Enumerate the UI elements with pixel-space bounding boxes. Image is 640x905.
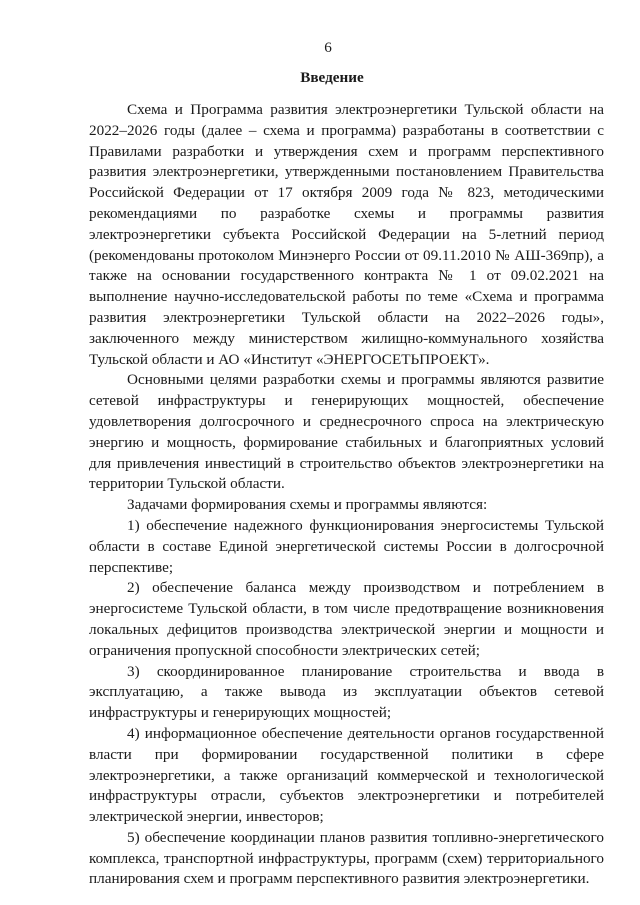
paragraph-goals: Основными целями разработки схемы и программы являются развитие сетевой инфраструктуры и генерирующих мощностей, обеспечение удовлетворения долгосрочного и среднесрочного спроса на электрическую энергию и мощность, формирование стабильных и благоприятных условий для привлечения инвестиций в строительство объектов электроэнергетики на территории Тульской области. (89, 371, 604, 493)
list-item-task-3: 3) скоординированное планирование строительства и ввода в эксплуатацию, а также вывода из эксплуатации объектов сетевой инфраструктуры и генерирующих мощностей; (89, 662, 604, 722)
list-item-task-5: 5) обеспечение координации планов развития топливно-энергетического комплекса, транспортной инфраструктуры, программ (схем) территориального планирования схем и программ перспективного развития электроэнергетики. (89, 828, 604, 888)
paragraph-tasks-lead: Задачами формирования схемы и программы являются: (127, 496, 488, 514)
section-heading: Введение (300, 69, 364, 86)
list-item-task-4: 4) информационное обеспечение деятельности органов государственной власти при формировании государственной политики в сфере электроэнергетики, а также организаций коммерческой и технологической инфраструктуры отрасли, субъектов электроэнергетики и потребителей электрической энергии, инвесторов; (89, 724, 604, 826)
list-item-task-2: 2) обеспечение баланса между производством и потреблением в энергосистеме Тульской области, в том числе предотвращение возникновения локальных дефицитов производства электрической энергии и мощности и ограничения пропускной способности электрических сетей; (89, 579, 604, 659)
body-text (89, 100, 604, 890)
list-item-task-1: 1) обеспечение надежного функционирования энергосистемы Тульской области в составе Единой энергетической системы России в долгосрочной перспективе; (89, 516, 604, 576)
paragraph-intro: Схема и Программа развития электроэнергетики Тульской области на 2022–2026 годы (далее – схема и программа) разработаны в соответствии с Правилами разработки и утверждения схем и программ перспективного развития электроэнергетики, утвержденными постановлением Правительства Российской Федерации от 17 октября 2009 года № 823, методическими рекомендациями по разработке схемы и программы развития электроэнергетики субъекта Российской Федерации на 5-летний период (рекомендованы протоколом Минэнерго России от 09.11.2010 № АШ-369пр), а также на основании государственного контракта № 1 от 09.02.2021 на выполнение научно-исследовательской работы по теме «Схема и программа развития электроэнергетики Тульской области на 2022–2026 годы», заключенного между министерством жилищно-коммунального хозяйства Тульской области и АО «Институт «ЭНЕРГОСЕТЬПРОЕКТ». (89, 101, 604, 368)
page-number: 6 (324, 39, 332, 56)
